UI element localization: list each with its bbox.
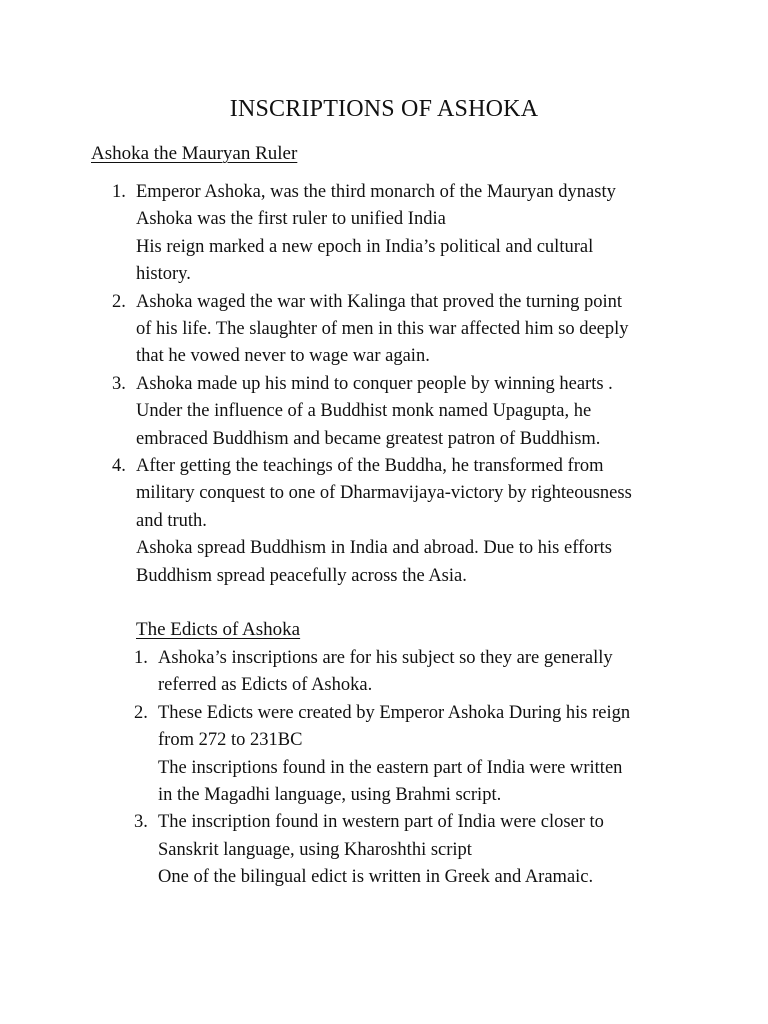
list-item-line: Under the influence of a Buddhist monk named Upagupta, he	[136, 401, 592, 422]
list-item-number: 1.	[112, 182, 126, 202]
list-item-line: The inscriptions found in the eastern part of India were written	[158, 757, 623, 778]
list-item-line: Ashoka’s inscriptions are for his subject so they are generally	[158, 648, 613, 668]
list-item-line: that he vowed never to wage war again.	[136, 346, 430, 367]
list-item-line: history.	[136, 264, 191, 285]
list-item-line: These Edicts were created by Emperor Ashoka During his reign	[158, 702, 631, 723]
list-item-number: 2.	[134, 702, 148, 723]
list-item-line: The inscription found in western part of India were closer to	[158, 812, 604, 833]
list-item-line: Emperor Ashoka, was the third monarch of the Mauryan dynasty	[136, 182, 616, 202]
list-item-line: Sanskrit language, using Kharoshthi script	[158, 839, 472, 860]
list-item-line: military conquest to one of Dharmavijaya-victory by righteousness	[136, 483, 632, 504]
mauryan-ruler-list	[112, 179, 712, 590]
list-item-line: Buddhism spread peacefully across the Asia.	[136, 565, 467, 586]
list-item-line: One of the bilingual edict is written in Greek and Aramaic.	[158, 867, 594, 888]
list-item	[112, 179, 712, 289]
list-item-number: 1.	[134, 648, 148, 668]
list-item-number: 3.	[134, 812, 148, 833]
list-item-line: Ashoka was the first ruler to unified India	[136, 209, 446, 230]
section-heading-mauryan-ruler: Ashoka the Mauryan Ruler	[91, 143, 298, 164]
list-item-line: in the Magadhi language, using Brahmi script.	[158, 785, 502, 806]
list-item	[134, 645, 734, 700]
list-item-line: referred as Edicts of Ashoka.	[158, 675, 373, 696]
list-item-number: 3.	[112, 373, 126, 394]
list-item-line: of his life. The slaughter of men in this war affected him so deeply	[136, 319, 629, 340]
list-item-line: and truth.	[136, 510, 207, 531]
section-heading-edicts: The Edicts of Ashoka	[136, 619, 301, 640]
list-item-line: After getting the teachings of the Buddha, he transformed from	[136, 456, 604, 477]
list-item	[112, 453, 712, 590]
list-item	[134, 809, 734, 891]
edicts-list	[134, 645, 734, 892]
list-item-number: 2.	[112, 291, 126, 312]
list-item-line: from 272 to 231BC	[158, 730, 303, 751]
list-item-line: His reign marked a new epoch in India’s political and cultural	[136, 236, 594, 257]
list-item-line: Ashoka waged the war with Kalinga that proved the turning point	[136, 291, 623, 312]
list-item-line: Ashoka spread Buddhism in India and abroad. Due to his efforts	[136, 538, 612, 559]
page-title: INSCRIPTIONS OF ASHOKA	[229, 96, 539, 122]
list-item-line: Ashoka made up his mind to conquer people by winning hearts .	[136, 373, 613, 394]
list-item-line: embraced Buddhism and became greatest patron of Buddhism.	[136, 428, 601, 449]
list-item	[112, 371, 712, 453]
list-item-number: 4.	[112, 456, 126, 477]
list-item	[134, 700, 734, 810]
list-item	[112, 289, 712, 371]
